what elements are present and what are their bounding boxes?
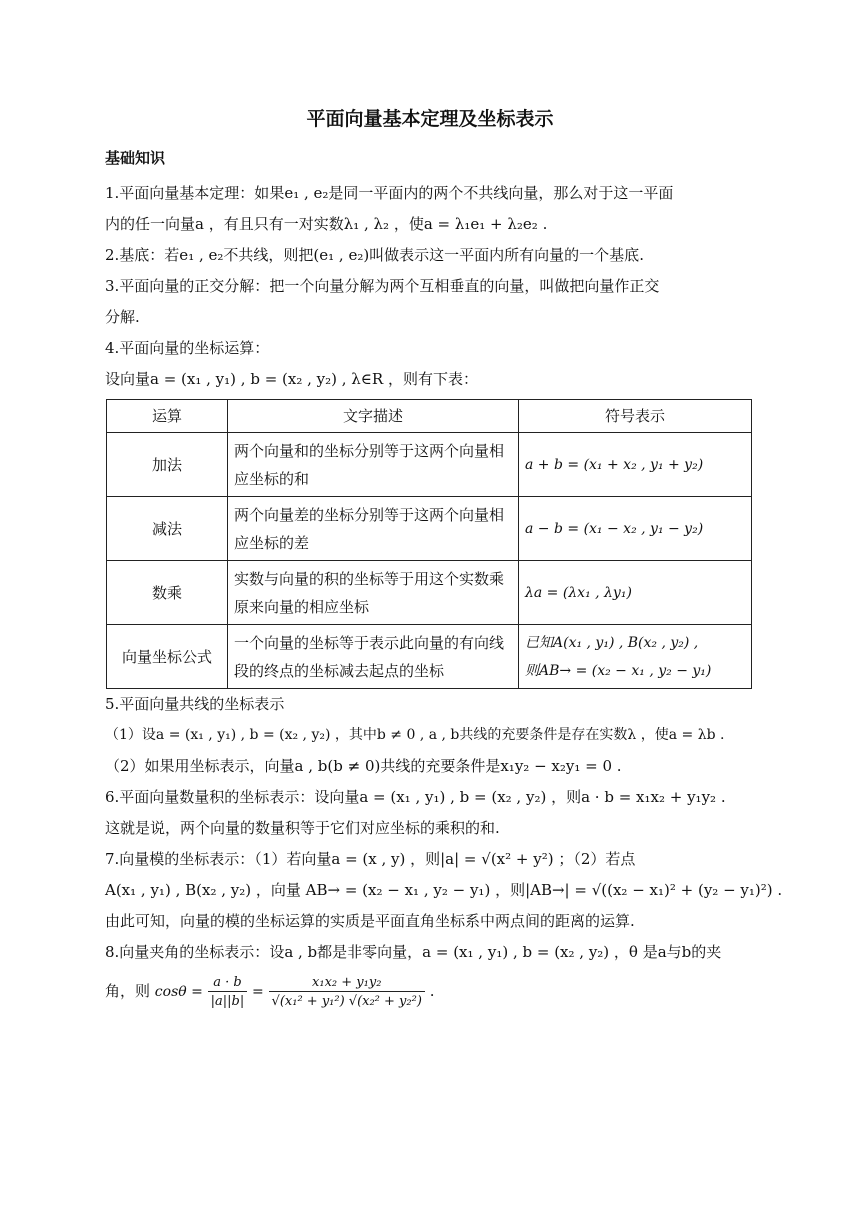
fraction-denominator: |a||b| <box>210 993 245 1009</box>
table-cell-symbol: λa = (λx₁ , λy₁) <box>519 561 752 625</box>
paragraph-8: 8.向量夹角的坐标表示：设a , b都是非零向量，a = (x₁ , y₁) , b = (x₂ , y₂) ，θ 是a与b的夹 <box>105 943 722 961</box>
table-cell-symbol <box>519 625 752 689</box>
paragraph-6: 6.平面向量数量积的坐标表示：设向量a = (x₁ , y₁) , b = (x₂ , y₂) ，则a · b = x₁x₂ + y₁y₂ . <box>105 788 726 806</box>
table-cell-symbol: a − b = (x₁ − x₂ , y₁ − y₂) <box>519 497 752 561</box>
fraction-denominator: √(x₁² + y₁²) √(x₂² + y₂²) <box>271 993 422 1009</box>
table-cell-op: 数乘 <box>107 561 228 625</box>
symbol-line-1: 已知A(x₁ , y₁) , B(x₂ , y₂) , <box>525 634 699 651</box>
paragraph-2: 2.基底：若e₁ , e₂不共线，则把(e₁ , e₂)叫做表示这一平面内所有向量的一个基底. <box>105 246 644 264</box>
table-row <box>107 433 752 497</box>
table-cell-op: 减法 <box>107 497 228 561</box>
table-header: 符号表示 <box>519 400 752 433</box>
paragraph-5: 5.平面向量共线的坐标表示 <box>105 695 285 713</box>
table-header: 文字描述 <box>228 400 519 433</box>
table-cell-symbol: a + b = (x₁ + x₂ , y₁ + y₂) <box>519 433 752 497</box>
cos-label: cosθ = <box>154 984 203 1000</box>
table-cell-desc: 两个向量差的坐标分别等于这两个向量相应坐标的差 <box>228 497 519 561</box>
fraction-numerator: x₁x₂ + y₁y₂ <box>269 974 425 992</box>
table-header-row <box>107 400 752 433</box>
table-row <box>107 561 752 625</box>
table-cell-desc: 一个向量的坐标等于表示此向量的有向线段的终点的坐标减去起点的坐标 <box>228 625 519 689</box>
table-row <box>107 625 752 689</box>
paragraph-3a: 3.平面向量的正交分解：把一个向量分解为两个互相垂直的向量，叫做把向量作正交 <box>105 277 660 295</box>
operations-table <box>106 399 752 689</box>
page-title: 平面向量基本定理及坐标表示 <box>306 108 554 130</box>
paragraph-7: 7.向量模的坐标表示：（1）若向量a = (x , y) ，则|a| = √(x² + y²) ；（2）若点 <box>105 850 636 868</box>
paragraph-8b <box>105 968 755 1015</box>
paragraph-1a: 1.平面向量基本定理：如果e₁ , e₂是同一平面内的两个不共线向量，那么对于这一平面 <box>105 184 674 202</box>
document-page <box>105 100 783 1015</box>
paragraph-5b: （2）如果用坐标表示，向量a , b(b ≠ 0)共线的充要条件是x₁y₂ − x₂y₁ = 0 . <box>105 757 622 775</box>
table-header: 运算 <box>107 400 228 433</box>
paragraph-4b: 设向量a = (x₁ , y₁) , b = (x₂ , y₂) , λ∈R ，则有下表： <box>105 370 478 388</box>
fraction-coordinates <box>269 974 425 1011</box>
paragraph-4: 4.平面向量的坐标运算： <box>105 339 270 357</box>
equals-sign: = <box>252 984 264 1000</box>
paragraph-1b: 内的任一向量a ，有且只有一对实数λ₁ , λ₂ ，使a = λ₁e₁ + λ₂e₂ . <box>105 215 548 233</box>
table-row <box>107 497 752 561</box>
angle-prefix: 角，则 <box>105 982 151 1000</box>
symbol-line-2: 则AB→ = (x₂ − x₁ , y₂ − y₁) <box>525 662 712 679</box>
paragraph-7b: A(x₁ , y₁) , B(x₂ , y₂) ，向量 AB→ = (x₂ − x₁ , y₂ − y₁) ，则|AB→| = √((x₂ − x₁)² + (y₂ − y₁)²) . <box>105 881 783 899</box>
fraction-dot-product <box>208 974 248 1011</box>
fraction-numerator: a · b <box>208 974 248 992</box>
table-cell-op: 加法 <box>107 433 228 497</box>
paragraph-5a: （1）设a = (x₁ , y₁) , b = (x₂ , y₂) ，其中b ≠ 0 , a , b共线的充要条件是存在实数λ ，使a = λb . <box>105 727 725 743</box>
paragraph-7c: 由此可知，向量的模的坐标运算的实质是平面直角坐标系中两点间的距离的运算. <box>105 912 635 930</box>
table-cell-desc: 两个向量和的坐标分别等于这两个向量相应坐标的和 <box>228 433 519 497</box>
table-cell-desc: 实数与向量的积的坐标等于用这个实数乘原来向量的相应坐标 <box>228 561 519 625</box>
paragraph-6b: 这就是说，两个向量的数量积等于它们对应坐标的乘积的和. <box>105 819 500 837</box>
section-heading: 基础知识 <box>105 149 166 167</box>
paragraph-3b: 分解. <box>105 308 140 326</box>
period: . <box>429 982 435 1000</box>
table-cell-op: 向量坐标公式 <box>107 625 228 689</box>
